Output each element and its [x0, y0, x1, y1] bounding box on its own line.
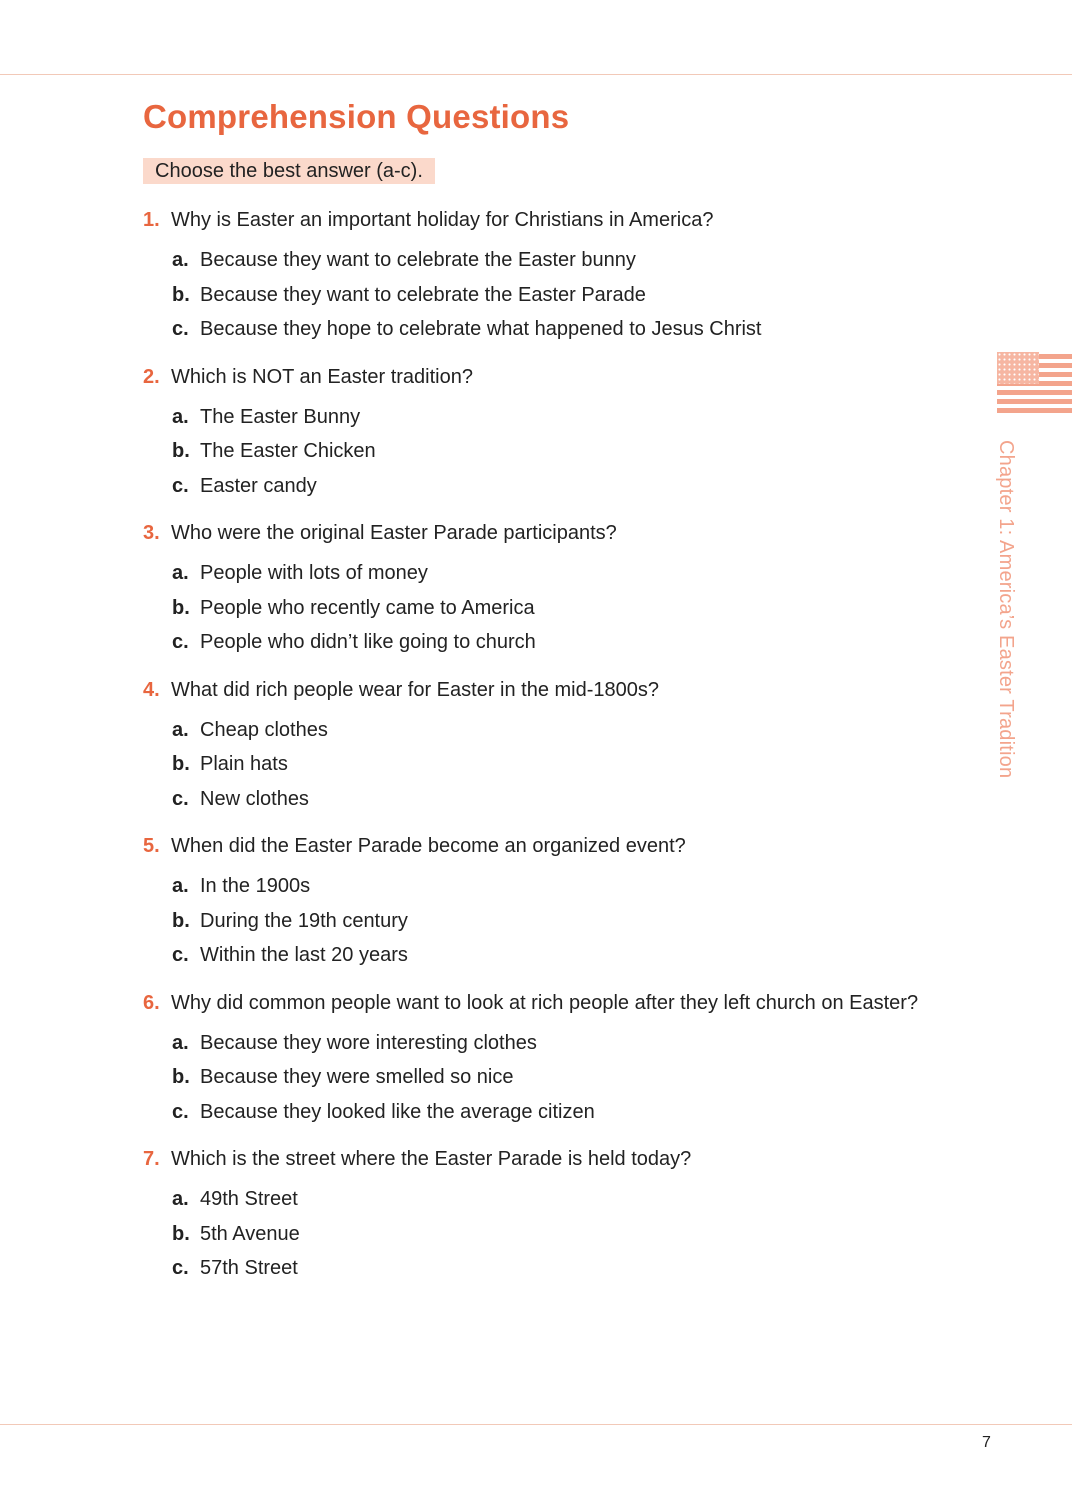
- instruction-banner: Choose the best answer (a-c).: [143, 158, 435, 184]
- option-text: Because they want to celebrate the Easter Parade: [200, 283, 646, 306]
- option-text: Because they want to celebrate the Easter bunny: [200, 249, 636, 271]
- question-item: [143, 360, 940, 504]
- question-line: [143, 516, 940, 550]
- option-letter: c.: [172, 318, 189, 340]
- answer-option: [143, 713, 940, 748]
- answer-option: [143, 312, 940, 347]
- option-text: People with lots of money: [200, 562, 428, 584]
- question-number: 5.: [143, 835, 160, 857]
- option-letter: c.: [172, 1257, 189, 1279]
- option-text: Because they wore interesting clothes: [200, 1031, 537, 1054]
- option-letter: b.: [172, 440, 190, 462]
- answer-option: [143, 938, 940, 973]
- question-item: [143, 516, 940, 660]
- answer-option: [143, 243, 940, 278]
- question-line: [143, 986, 940, 1020]
- us-flag-icon: [997, 352, 1072, 416]
- bottom-divider: [0, 1424, 1072, 1425]
- option-letter: a.: [172, 562, 189, 584]
- answer-option: [143, 434, 940, 469]
- option-letter: b.: [172, 753, 190, 775]
- flag-canton: [997, 352, 1039, 384]
- page-title: Comprehension Questions: [143, 98, 570, 135]
- page-number: 7: [982, 1434, 991, 1451]
- answer-option: [143, 1095, 940, 1130]
- question-item: [143, 673, 940, 817]
- answer-option: [143, 625, 940, 660]
- option-text: People who didn’t like going to church: [200, 631, 536, 653]
- question-text: Why did common people want to look at rich people after they left church on Easter?: [171, 991, 919, 1014]
- option-letter: c.: [172, 631, 189, 653]
- question-item: [143, 829, 940, 973]
- answer-option: [143, 904, 940, 939]
- answer-option: [143, 1060, 940, 1095]
- option-letter: a.: [172, 249, 189, 271]
- option-text: The Easter Chicken: [200, 440, 376, 462]
- question-list: [143, 203, 940, 1299]
- option-text: Because they were smelled so nice: [200, 1066, 514, 1088]
- question-item: [143, 1142, 940, 1286]
- option-text: Easter candy: [200, 474, 317, 497]
- option-text: Within the last 20 years: [200, 944, 408, 966]
- option-text: Because they looked like the average citizen: [200, 1100, 595, 1123]
- option-letter: a.: [172, 1031, 189, 1054]
- question-number: 2.: [143, 365, 160, 388]
- question-number: 3.: [143, 522, 160, 544]
- question-item: [143, 986, 940, 1130]
- question-text: Which is the street where the Easter Parade is held today?: [171, 1148, 692, 1170]
- option-letter: b.: [172, 909, 190, 932]
- flag-stripe: [997, 408, 1072, 413]
- option-letter: c.: [172, 474, 189, 497]
- option-letter: b.: [172, 596, 190, 619]
- question-text: Which is NOT an Easter tradition?: [171, 365, 473, 388]
- option-text: The Easter Bunny: [200, 405, 361, 428]
- question-number: 1.: [143, 209, 160, 231]
- question-item: [143, 203, 940, 347]
- answer-option: [143, 1251, 940, 1286]
- question-line: [143, 203, 940, 237]
- chapter-title: Chapter 1: America’s Easter Tradition: [995, 440, 1017, 779]
- option-letter: c.: [172, 1100, 189, 1123]
- question-text: Who were the original Easter Parade participants?: [171, 522, 617, 544]
- question-number: 4.: [143, 678, 160, 701]
- question-line: [143, 1142, 940, 1176]
- option-text: During the 19th century: [200, 909, 408, 932]
- answer-option: [143, 1026, 940, 1061]
- answer-option: [143, 869, 940, 904]
- option-letter: a.: [172, 718, 189, 741]
- question-text: What did rich people wear for Easter in the mid-1800s?: [171, 678, 660, 701]
- question-text: Why is Easter an important holiday for Christians in America?: [171, 209, 714, 231]
- answer-option: [143, 278, 940, 313]
- flag-stripe: [997, 399, 1072, 404]
- option-letter: b.: [172, 1222, 190, 1245]
- option-letter: b.: [172, 283, 190, 306]
- option-letter: a.: [172, 1188, 189, 1210]
- question-line: [143, 360, 940, 394]
- question-text: When did the Easter Parade become an organized event?: [171, 835, 686, 857]
- flag-stripe: [997, 390, 1072, 395]
- option-text: New clothes: [200, 787, 309, 810]
- answer-option: [143, 782, 940, 817]
- option-text: Plain hats: [200, 753, 288, 775]
- option-letter: c.: [172, 787, 189, 810]
- answer-option: [143, 591, 940, 626]
- question-number: 6.: [143, 991, 160, 1014]
- option-text: 5th Avenue: [200, 1222, 300, 1245]
- question-line: [143, 673, 940, 707]
- answer-option: [143, 747, 940, 782]
- answer-option: [143, 556, 940, 591]
- option-letter: a.: [172, 405, 189, 428]
- question-number: 7.: [143, 1148, 160, 1170]
- option-text: Cheap clothes: [200, 718, 328, 741]
- option-letter: a.: [172, 875, 189, 897]
- answer-option: [143, 1217, 940, 1252]
- option-text: People who recently came to America: [200, 596, 535, 619]
- option-text: In the 1900s: [200, 875, 311, 897]
- option-text: Because they hope to celebrate what happened to Jesus Christ: [200, 318, 762, 340]
- answer-option: [143, 469, 940, 504]
- top-divider: [0, 74, 1072, 75]
- question-line: [143, 829, 940, 863]
- answer-option: [143, 1182, 940, 1217]
- option-letter: b.: [172, 1066, 190, 1088]
- option-letter: c.: [172, 944, 189, 966]
- answer-option: [143, 400, 940, 435]
- option-text: 57th Street: [200, 1257, 298, 1279]
- option-text: 49th Street: [200, 1188, 298, 1210]
